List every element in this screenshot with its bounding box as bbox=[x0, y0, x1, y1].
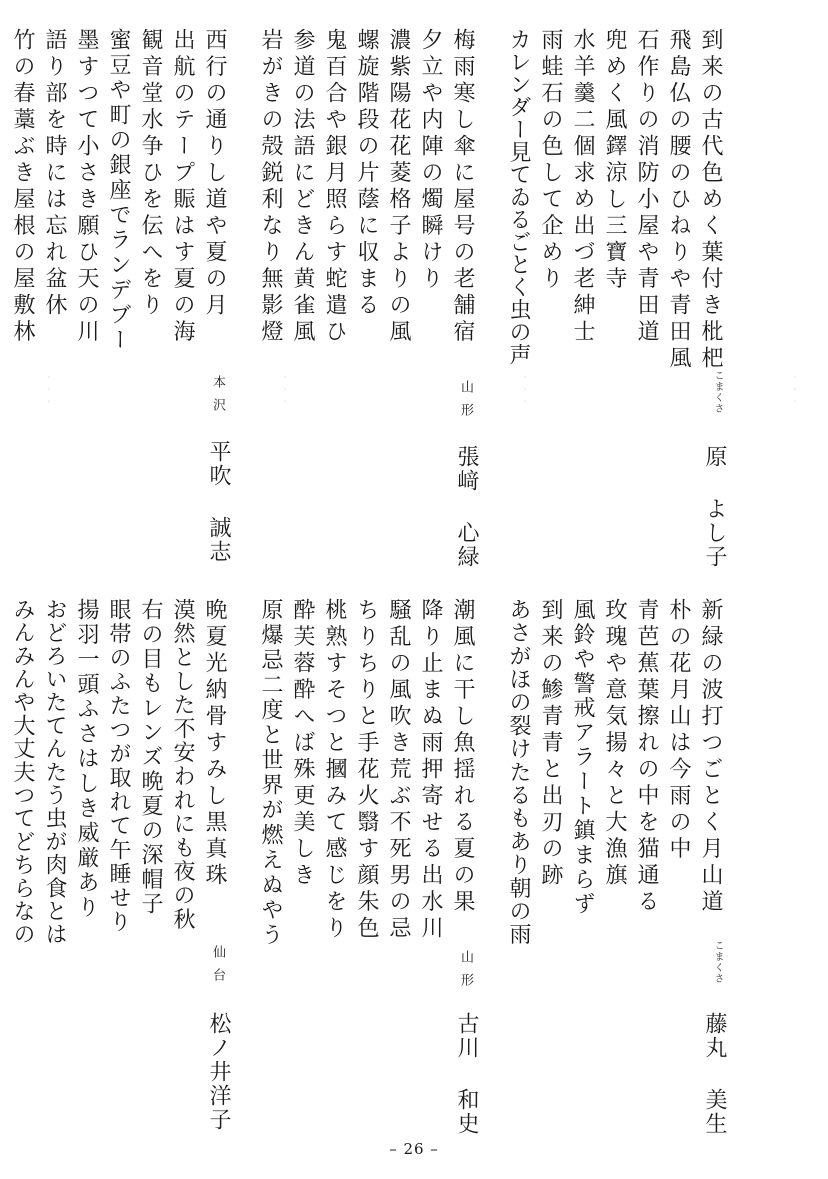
author-given-name: 美生 bbox=[702, 1088, 727, 1136]
author-family-name: 古川 bbox=[454, 1012, 479, 1060]
author-name bbox=[203, 440, 234, 564]
haiku-line: 蜜豆や町の銀座でランデブー bbox=[106, 28, 131, 353]
haiku-line: 酔芙蓉酔へば殊更美しき bbox=[290, 598, 315, 890]
haiku-line: 出航のテープ賑はす夏の海 bbox=[170, 28, 195, 346]
haiku-line: カレンダー見てゐるごとく虫の声 bbox=[506, 28, 531, 366]
haiku-line: 夕立や内陣の燭瞬けり bbox=[418, 28, 443, 293]
haiku-line: 石作りの消防小屋や青田道 bbox=[634, 28, 659, 346]
haiku-line: あさがほの裂けたるもあり朝の雨 bbox=[506, 598, 531, 946]
haiku-line: 青芭蕉葉擦れの中を猫通る bbox=[634, 598, 659, 916]
page-number: – 26 – bbox=[389, 1140, 439, 1158]
author-place: 山形 bbox=[458, 950, 473, 996]
haiku-line: 濃紫陽花花菱格子よりの風 bbox=[386, 28, 411, 346]
haiku-line: 桃熟すそつと摑みて感じをり bbox=[322, 598, 347, 943]
author-name bbox=[451, 445, 482, 569]
author-name bbox=[699, 1012, 730, 1136]
haiku-line: 騒乱の風吹き荒ぶ不死男の忌 bbox=[386, 598, 411, 943]
haiku-line: 西行の通りし道や夏の月 bbox=[202, 28, 227, 320]
bleed-through-mark: ‧‧‧ bbox=[516, 375, 531, 412]
haiku-line: 新緑の波打つごとく月山道 bbox=[698, 598, 723, 916]
bleed-through-mark: ‧‧‧ bbox=[276, 375, 291, 412]
haiku-line: 降り止まぬ雨押寄せる出水川 bbox=[418, 598, 443, 943]
haiku-line: 晩夏光納骨すみし黒真珠 bbox=[202, 598, 227, 890]
author-name bbox=[699, 445, 730, 569]
haiku-line: 飛島仏の腰のひねりや青田風 bbox=[666, 28, 691, 373]
author-name bbox=[451, 1012, 482, 1136]
author-family-name: 藤丸 bbox=[702, 1012, 727, 1060]
haiku-line: 鬼百合や銀月照らす蛇遣ひ bbox=[322, 28, 347, 346]
haiku-line: 墨すつて小さき願ひ天の川 bbox=[74, 28, 99, 346]
author-given-name: 誠志 bbox=[206, 516, 231, 564]
haiku-line: 梅雨寒し傘に屋号の老舗宿 bbox=[450, 28, 475, 346]
haiku-line: 揚羽一頭ふさはしき威厳あり bbox=[74, 598, 99, 921]
author-place: こまくさ bbox=[712, 370, 723, 414]
haiku-line: 到来の古代色めく葉付き枇杷 bbox=[698, 28, 723, 373]
haiku-line: 原爆忌二度と世界が燃えぬやう bbox=[258, 598, 283, 948]
haiku-line: みんみんや大丈夫つてどちらなの bbox=[10, 598, 35, 946]
bleed-through-mark: ‧‧‧ bbox=[786, 375, 801, 412]
author-place: 仙台 bbox=[210, 945, 225, 991]
haiku-line: 風鈴や警戒アラート鎮まらず bbox=[570, 598, 595, 917]
haiku-line: 兜めく風鐸涼し三寶寺 bbox=[602, 28, 627, 293]
haiku-line: 眼帯のふたつが取れて午睡せり bbox=[106, 598, 131, 934]
haiku-line: 玫瑰や意気揚々と大漁旗 bbox=[602, 598, 627, 890]
haiku-line: 漠然とした不安われにも夜の秋 bbox=[170, 598, 195, 932]
author-given-name: 洋子 bbox=[206, 1084, 231, 1132]
author-place: こまくさ bbox=[712, 940, 723, 984]
haiku-line: おどろいたてんたう虫が肉食とは bbox=[42, 598, 67, 946]
author-place: 山形 bbox=[458, 380, 473, 426]
author-family-name: 松ノ井 bbox=[206, 1012, 231, 1084]
haiku-line: 右の目もレンズ晩夏の深帽子 bbox=[138, 598, 163, 917]
author-given-name: 和史 bbox=[454, 1088, 479, 1136]
author-family-name: 平吹 bbox=[206, 440, 231, 488]
bleed-through-mark: ‧‧‧ bbox=[40, 375, 55, 412]
haiku-line: ちりちりと手花火翳す顔朱色 bbox=[354, 598, 379, 943]
haiku-line: 朴の花月山は今雨の中 bbox=[666, 598, 691, 863]
haiku-line: 雨蛙石の色して企めり bbox=[538, 28, 563, 293]
author-name bbox=[203, 1012, 234, 1132]
author-given-name: 心緑 bbox=[454, 521, 479, 569]
author-family-name: 張﨑 bbox=[454, 445, 479, 493]
haiku-line: 到来の鯵青青と出刃の跡 bbox=[538, 598, 563, 890]
author-given-name: よし子 bbox=[702, 497, 727, 569]
haiku-line: 岩がきの殻鋭利なり無影燈 bbox=[258, 28, 283, 346]
haiku-line: 竹の春藁ぶき屋根の屋敷林 bbox=[10, 28, 35, 346]
author-place: 本沢 bbox=[210, 375, 225, 421]
haiku-line: 潮風に干し魚揺れる夏の果 bbox=[450, 598, 475, 916]
haiku-line: 参道の法語にどきん黄雀風 bbox=[290, 28, 315, 346]
haiku-line: 語り部を時には忘れ盆休 bbox=[42, 28, 67, 320]
haiku-line: 螺旋階段の片蔭に収まる bbox=[354, 28, 379, 320]
author-family-name: 原 bbox=[702, 445, 727, 469]
haiku-line: 観音堂水争ひを伝へをり bbox=[138, 28, 163, 320]
haiku-line: 水羊羹二個求め出づ老紳士 bbox=[570, 28, 595, 346]
